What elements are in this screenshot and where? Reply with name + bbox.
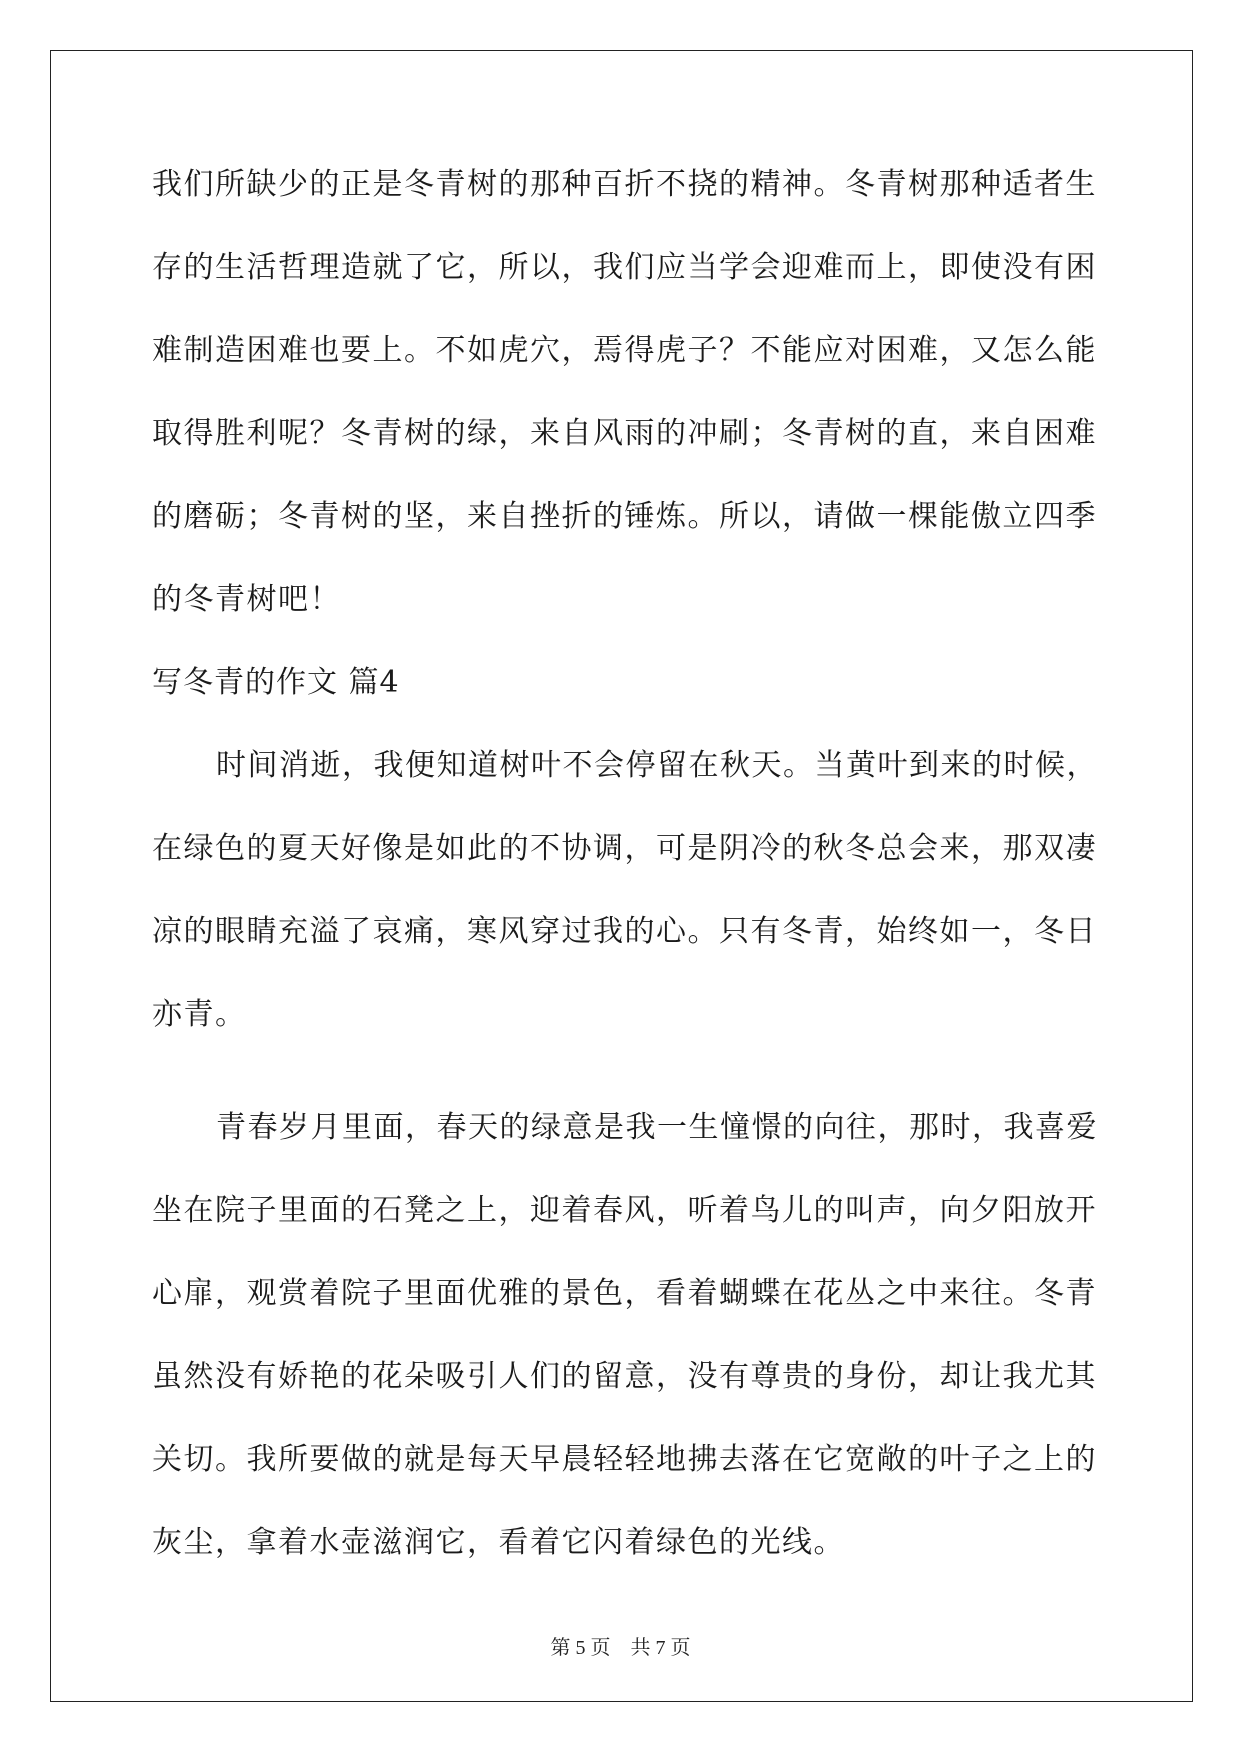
- text-line: 时间消逝，我便知道树叶不会停留在秋天。当黄叶到来的时候，: [216, 748, 1098, 783]
- text-line: 心扉，观赏着院子里面优雅的景色，看着蝴蝶在花丛之中来往。冬青: [152, 1276, 1097, 1311]
- page-number-footer: 第 5 页 共 7 页: [550, 1637, 691, 1659]
- text-line: 凉的眼睛充溢了哀痛，寒风穿过我的心。只有冬青，始终如一，冬日: [152, 914, 1097, 949]
- document-body: [152, 160, 1098, 1601]
- text-line: 难制造困难也要上。不如虎穴，焉得虎子？不能应对困难，又怎么能: [152, 333, 1097, 368]
- text-line: 我们所缺少的正是冬青树的那种百折不挠的精神。冬青树那种适者生: [152, 167, 1097, 202]
- section-heading: 写冬青的作文 篇4: [152, 665, 400, 700]
- text-line: 亦青。: [152, 997, 247, 1032]
- text-line: 的冬青树吧！: [152, 582, 341, 617]
- text-line: 取得胜利呢？冬青树的绿，来自风雨的冲刷；冬青树的直，来自困难: [152, 416, 1097, 451]
- text-line: 坐在院子里面的石凳之上，迎着春风，听着鸟儿的叫声，向夕阳放开: [152, 1193, 1097, 1228]
- text-line: 青春岁月里面，春天的绿意是我一生憧憬的向往，那时，我喜爱: [216, 1110, 1098, 1145]
- text-line: 的磨砺；冬青树的坚，来自挫折的锤炼。所以，请做一棵能傲立四季: [152, 499, 1097, 534]
- text-line: 虽然没有娇艳的花朵吸引人们的留意，没有尊贵的身份，却让我尤其: [152, 1359, 1097, 1394]
- text-line: 在绿色的夏天好像是如此的不协调，可是阴冷的秋冬总会来，那双凄: [152, 831, 1097, 866]
- text-line: 灰尘，拿着水壶滋润它，看着它闪着绿色的光线。: [152, 1525, 845, 1560]
- text-line: 存的生活哲理造就了它，所以，我们应当学会迎难而上，即使没有困: [152, 250, 1097, 285]
- text-line: 关切。我所要做的就是每天早晨轻轻地拂去落在它宽敞的叶子之上的: [152, 1442, 1097, 1477]
